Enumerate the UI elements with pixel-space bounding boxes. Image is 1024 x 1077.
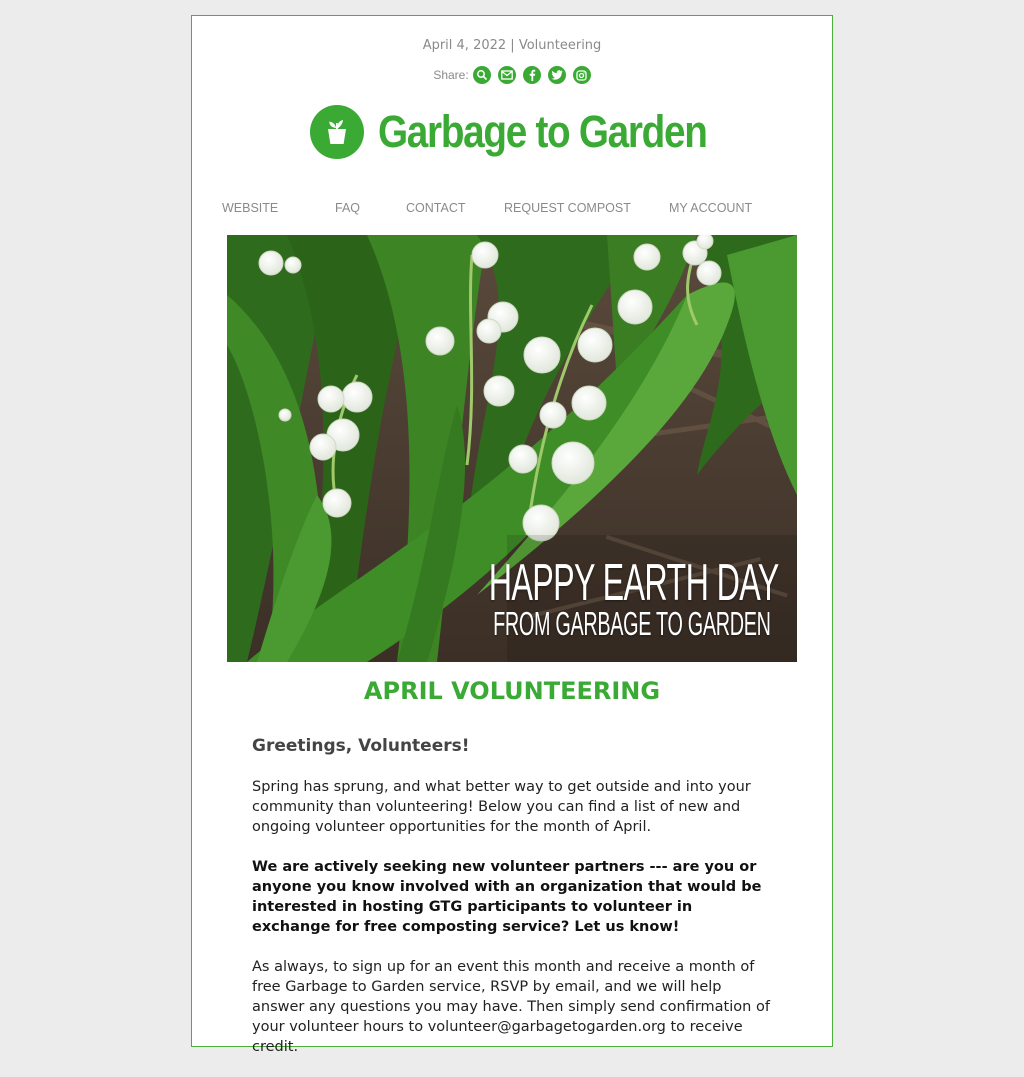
nav-website[interactable]: WEBSITE xyxy=(222,201,279,215)
twitter-icon[interactable] xyxy=(548,66,566,84)
intro-paragraph: Spring has sprung, and what better way to get outside and into your community than volunteering! Below you can find a list of new and ongoing volunteer opportunities for the month of April. xyxy=(252,779,751,835)
share-label: Share: xyxy=(433,68,469,82)
hero-subtitle: FROM GARBAGE TO GARDEN xyxy=(493,605,771,642)
nav-my-account[interactable]: MY ACCOUNT xyxy=(669,201,753,215)
nav-contact[interactable]: CONTACT xyxy=(406,201,466,215)
article-body xyxy=(252,735,772,1077)
plant-pot-icon xyxy=(310,105,364,159)
newsletter-card xyxy=(191,15,833,1055)
greeting: Greetings, Volunteers! xyxy=(252,736,470,756)
facebook-icon[interactable] xyxy=(523,66,541,84)
post-meta xyxy=(192,38,832,53)
nav-faq[interactable]: FAQ xyxy=(335,201,361,215)
share-bar xyxy=(192,66,832,84)
signup-paragraph: As always, to sign up for an event this month and receive a month of free Garbage to Garden service, RSVP by email, and we will help answer any questions you may have. Then simply send confirmation of your volunteer hours to volunteer@garbagetogarden.org to receive credit. xyxy=(252,959,770,1055)
instagram-icon[interactable] xyxy=(573,66,591,84)
email-icon[interactable] xyxy=(498,66,516,84)
brand-name: Garbage to Garden xyxy=(378,106,707,157)
post-category-link[interactable]: Volunteering xyxy=(518,38,602,53)
nav-request-compost[interactable]: REQUEST COMPOST xyxy=(504,201,631,215)
meta-separator: | xyxy=(510,38,515,53)
search-icon[interactable] xyxy=(473,66,491,84)
section-heading: APRIL VOLUNTEERING xyxy=(363,677,661,705)
brand-logo[interactable] xyxy=(310,105,760,159)
partners-callout: We are actively seeking new volunteer partners --- are you or anyone you know involved with an organization that would be interested in hosting GTG participants to volunteer in exchange for free composting service? Let us know! xyxy=(252,859,762,935)
hero-image[interactable] xyxy=(227,235,797,662)
hero-title: HAPPY EARTH DAY xyxy=(489,554,779,612)
post-date: April 4, 2022 xyxy=(422,38,507,53)
